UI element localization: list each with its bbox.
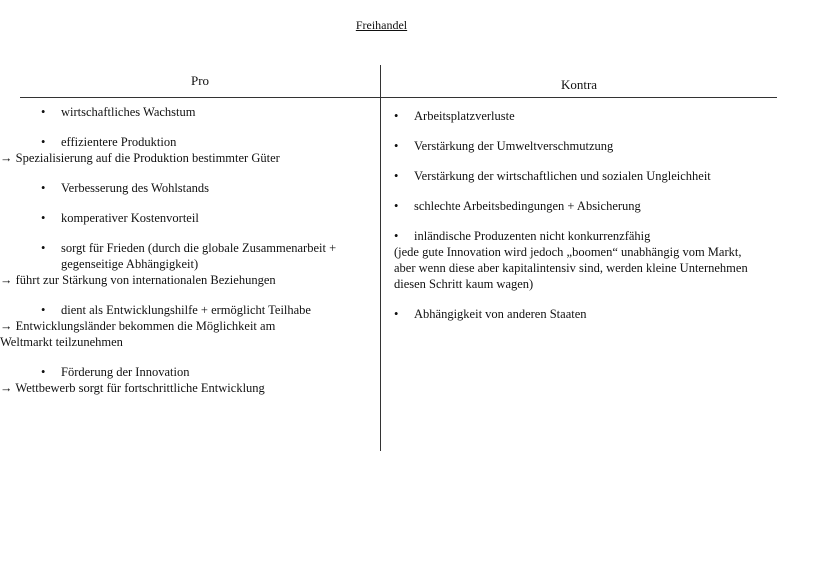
- kontra-heading: Kontra: [560, 77, 598, 92]
- kontra-item-text: Arbeitsplatzverluste: [414, 109, 515, 123]
- bullet-icon: •: [394, 109, 399, 123]
- pro-heading: Pro: [190, 73, 210, 88]
- pro-item: [0, 134, 381, 166]
- kontra-list: [394, 108, 784, 336]
- pro-item-text: sorgt für Frieden (durch die globale Zusammenarbeit +: [61, 241, 337, 255]
- bullet-icon: •: [394, 169, 399, 183]
- kontra-item: [394, 138, 784, 154]
- bullet-icon: •: [41, 181, 46, 195]
- pro-item: [0, 302, 381, 350]
- pro-item-sub: Weltmarkt teilzunehmen: [0, 335, 123, 349]
- kontra-item: [394, 168, 784, 184]
- kontra-item: [394, 198, 784, 214]
- kontra-item-text: Abhängigkeit von anderen Staaten: [414, 307, 587, 321]
- bullet-icon: •: [41, 211, 46, 225]
- pro-item: [41, 180, 381, 196]
- pro-item-sub: → führt zur Stärkung von internationalen Beziehungen: [0, 273, 276, 287]
- pro-item-text: komperativer Kostenvorteil: [61, 211, 199, 225]
- kontra-item-text: Verstärkung der Umweltverschmutzung: [414, 139, 614, 153]
- pro-item-text: Verbesserung des Wohlstands: [61, 181, 210, 195]
- kontra-item-text: Verstärkung der wirtschaftlichen und sozialen Ungleichheit: [414, 169, 711, 183]
- bullet-icon: •: [41, 303, 46, 317]
- kontra-item-text: schlechte Arbeitsbedingungen + Absicherung: [414, 199, 641, 213]
- pro-item: [41, 210, 381, 226]
- bullet-icon: •: [41, 105, 46, 119]
- bullet-icon: •: [394, 229, 399, 243]
- bullet-icon: •: [41, 241, 46, 255]
- pro-item: [0, 364, 381, 396]
- pro-item: [0, 240, 381, 288]
- pro-item-sub: → Wettbewerb sorgt für fortschrittliche Entwicklung: [0, 381, 265, 395]
- kontra-item-sub: diesen Schritt kaum wagen): [394, 277, 534, 291]
- pro-item-text: dient als Entwicklungshilfe + ermöglicht Teilhabe: [61, 303, 311, 317]
- pro-item-sub: → Entwicklungsländer bekommen die Möglichkeit am: [0, 319, 276, 333]
- bullet-icon: •: [41, 365, 46, 379]
- pro-item-text: effizientere Produktion: [61, 135, 177, 149]
- kontra-item: [394, 228, 784, 292]
- page-title: Freihandel: [355, 18, 408, 32]
- pro-item-text: Förderung der Innovation: [61, 365, 190, 379]
- pro-item-text: wirtschaftliches Wachstum: [61, 105, 196, 119]
- pro-item-continuation: gegenseitige Abhängigkeit): [61, 257, 199, 271]
- kontra-item-text: inländische Produzenten nicht konkurrenzfähig: [414, 229, 651, 243]
- bullet-icon: •: [41, 135, 46, 149]
- kontra-item: [394, 108, 784, 124]
- pro-item: [41, 104, 381, 120]
- kontra-item-sub: aber wenn diese aber kapitalintensiv sind, werden kleine Unternehmen: [394, 261, 748, 275]
- bullet-icon: •: [394, 139, 399, 153]
- kontra-item: [394, 306, 784, 322]
- bullet-icon: •: [394, 199, 399, 213]
- bullet-icon: •: [394, 307, 399, 321]
- pro-item-sub: → Spezialisierung auf die Produktion bestimmter Güter: [0, 151, 280, 165]
- kontra-item-sub: (jede gute Innovation wird jedoch „boomen“ unabhängig vom Markt,: [394, 245, 742, 259]
- pro-list: [0, 104, 381, 410]
- header-divider: [20, 97, 777, 98]
